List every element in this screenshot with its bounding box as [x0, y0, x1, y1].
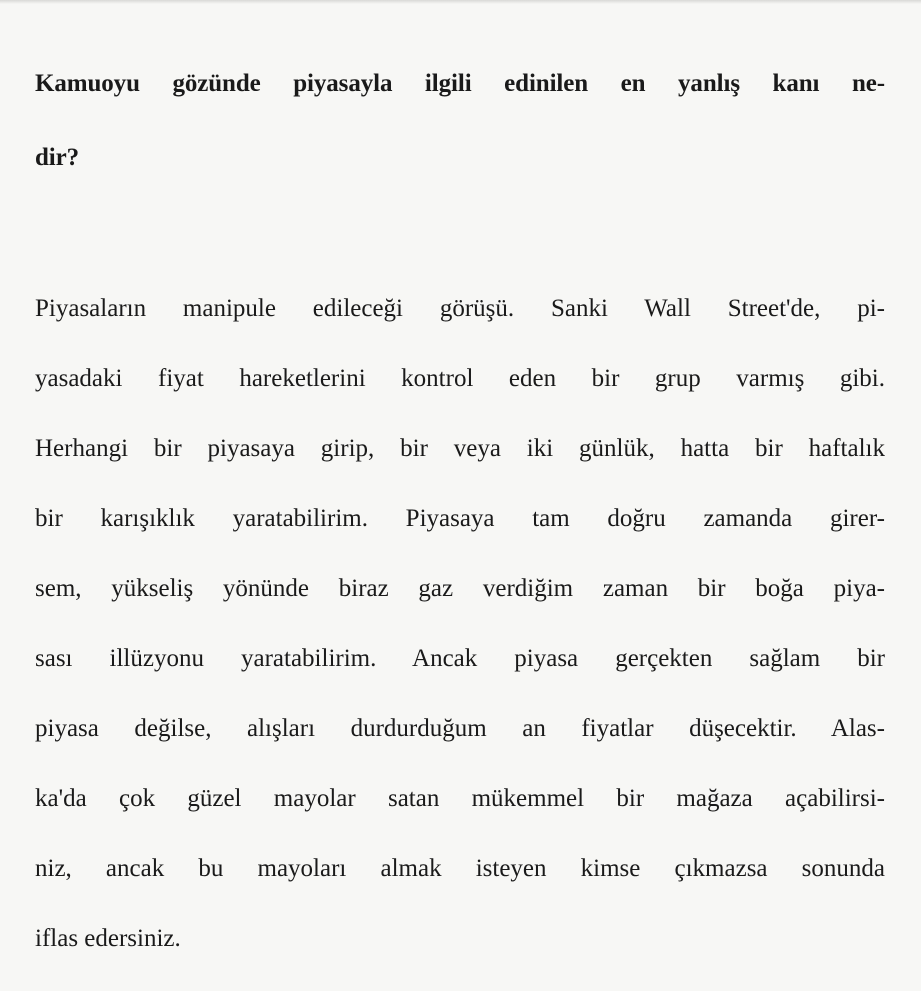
answer-line: iflas edersiniz. [35, 925, 181, 952]
answer-line: bir karışıklık yaratabilirim. Piyasaya tam doğru zamanda girer- [35, 505, 885, 532]
answer-line: piyasa değilse, alışları durdurduğum an fiyatlar düşecektir. Alas- [35, 715, 885, 742]
answer-line: Piyasaların manipule edileceği görüşü. Sanki Wall Street'de, pi- [35, 295, 885, 322]
question-heading [35, 28, 885, 213]
question-line: Kamuoyu gözünde piyasayla ilgili edinilen en yanlış kanı ne- [35, 70, 885, 97]
answer-line: niz, ancak bu mayoları almak isteyen kimse çıkmazsa sonunda [35, 855, 885, 882]
answer-line: yasadaki fiyat hareketlerini kontrol eden bir grup varmış gibi. [35, 365, 885, 392]
answer-line: ka'da çok güzel mayolar satan mükemmel bir mağaza açabilirsi- [35, 785, 885, 812]
scan-top-edge [0, 0, 921, 4]
answer-line: sası illüzyonu yaratabilirim. Ancak piyasa gerçekten sağlam bir [35, 645, 885, 672]
answer-line: Herhangi bir piyasaya girip, bir veya iki günlük, hatta bir haftalık [35, 435, 885, 462]
answer-paragraph [35, 256, 885, 991]
question-line: dir? [35, 144, 80, 171]
answer-line: sem, yükseliş yönünde biraz gaz verdiğim zaman bir boğa piya- [35, 575, 885, 602]
document-page [35, 28, 885, 991]
